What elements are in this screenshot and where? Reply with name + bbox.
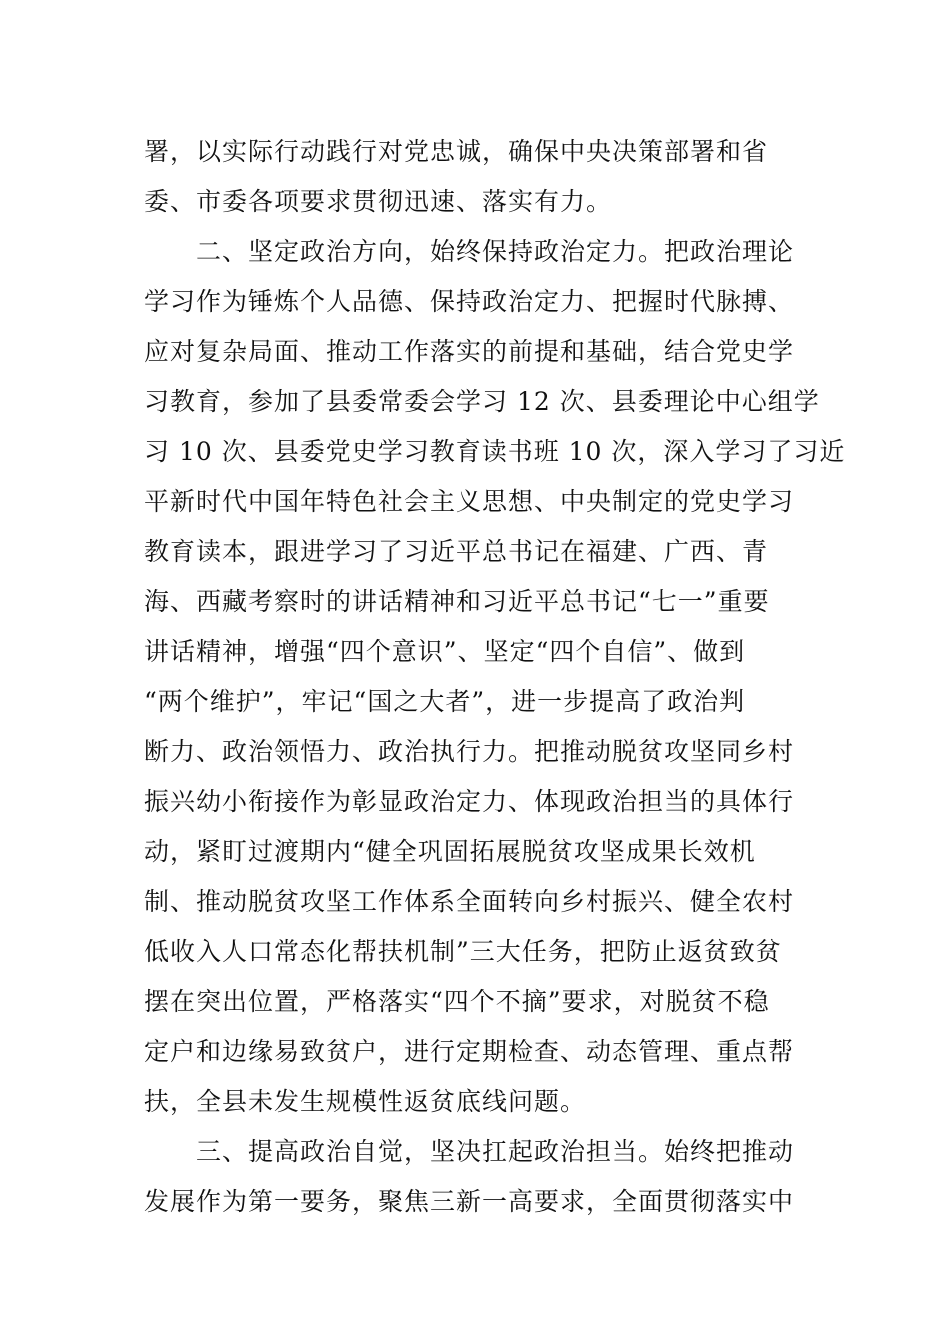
paragraph-heading-3: 三、提高政治自觉，坚决扛起政治担当。始终把推动 bbox=[196, 1137, 795, 1166]
text-line: 习 10 次、县委党史学习教育读书班 10 次，深入学习了习近 bbox=[144, 437, 846, 466]
paragraph-heading-2: 二、坚定政治方向，始终保持政治定力。把政治理论 bbox=[196, 237, 795, 266]
text-line: 断力、政治领悟力、政治执行力。把推动脱贫攻坚同乡村 bbox=[144, 737, 795, 766]
text-line: 教育读本，跟进学习了习近平总书记在福建、广西、青 bbox=[144, 537, 769, 566]
text-line: 扶，全县未发生规模性返贫底线问题。 bbox=[144, 1087, 587, 1116]
text-line: 委、市委各项要求贯彻迅速、落实有力。 bbox=[144, 187, 613, 216]
text-line: 讲话精神，增强“四个意识”、坚定“四个自信”、做到 bbox=[144, 637, 746, 666]
text-line: 习教育，参加了县委常委会学习 12 次、县委理论中心组学 bbox=[144, 387, 820, 416]
text-line: 低收入人口常态化帮扶机制”三大任务，把防止返贫致贫 bbox=[144, 937, 782, 966]
text-line: 振兴幼小衔接作为彰显政治定力、体现政治担当的具体行 bbox=[144, 787, 795, 816]
text-line: 动，紧盯过渡期内“健全巩固拓展脱贫攻坚成果长效机 bbox=[144, 837, 756, 866]
text-line: 海、西藏考察时的讲话精神和习近平总书记“七一”重要 bbox=[144, 587, 770, 616]
text-line: 平新时代中国年特色社会主义思想、中央制定的党史学习 bbox=[144, 487, 795, 516]
text-line: 摆在突出位置，严格落实“四个不摘”要求，对脱贫不稳 bbox=[144, 987, 770, 1016]
text-line: 发展作为第一要务，聚焦三新一高要求，全面贯彻落实中 bbox=[144, 1187, 795, 1216]
text-line: 应对复杂局面、推动工作落实的前提和基础，结合党史学 bbox=[144, 337, 795, 366]
text-line: 定户和边缘易致贫户，进行定期检查、动态管理、重点帮 bbox=[144, 1037, 795, 1066]
text-line: 署，以实际行动践行对党忠诚，确保中央决策部署和省 bbox=[144, 137, 769, 166]
text-line: “两个维护”，牢记“国之大者”，进一步提高了政治判 bbox=[144, 687, 746, 716]
text-line: 学习作为锤炼个人品德、保持政治定力、把握时代脉搏、 bbox=[144, 287, 795, 316]
text-line: 制、推动脱贫攻坚工作体系全面转向乡村振兴、健全农村 bbox=[144, 887, 795, 916]
